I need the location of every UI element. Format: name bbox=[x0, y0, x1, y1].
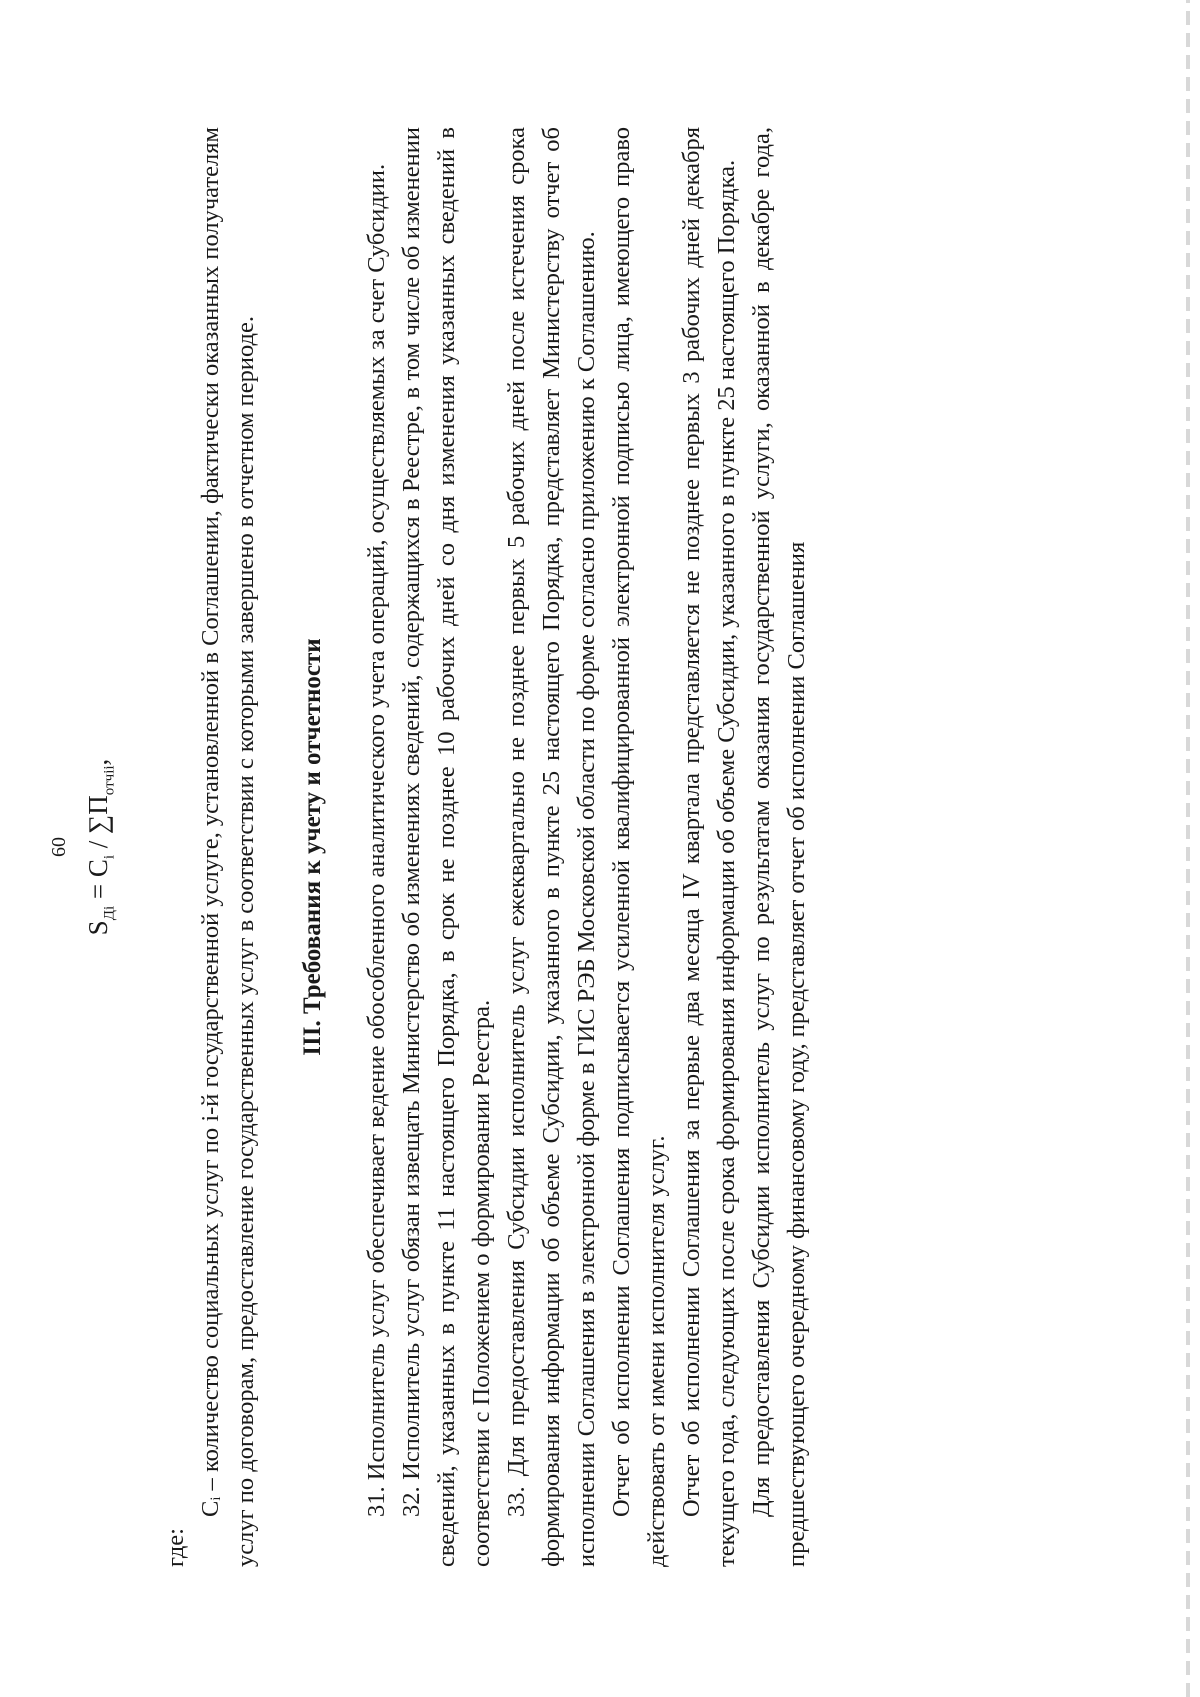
formula-lhs: S bbox=[83, 920, 113, 936]
paragraph-q4-report: Отчет об исполнении Соглашения за первые два месяца IV квартала представляется не позднее первых 3 рабочих дней декабря текущего года, следующих после срока формирования информации об объеме Субсидии, указанного в пункте 25 настоящего Порядка. bbox=[678, 127, 741, 1567]
page-content bbox=[48, 127, 814, 1567]
paragraph-32: 32. Исполнитель услуг обязан извещать Министерство об изменениях сведений, содержащихся в Реестре, в том числе об изменении сведений, указанных в пункте 11 настоящего Порядка, в срок не позднее 10 рабочих дней со дня изменения указанных сведений в соответствии с Положением о формировании Реестра. bbox=[398, 127, 496, 1567]
scan-edge-artifact bbox=[1186, 0, 1190, 1697]
paragraph-31: 31. Исполнитель услуг обеспечивает ведение обособленного аналитического учета операций, осуществляемых за счет Субсидии. bbox=[363, 163, 391, 1517]
formula bbox=[83, 127, 118, 1567]
formula-rhs: = C bbox=[83, 859, 113, 906]
formula-divider-subscript: отчii bbox=[101, 765, 118, 796]
paragraph-33: 33. Для предоставления Субсидии исполнитель услуг ежеквартально не позднее первых 5 рабочих дней после истечения срока формирования информации об объеме Субсидии, указанного в пункте 25 настоящего Порядка, представляет Министерству отчет об исполнении Соглашения в электронной форме в ГИС РЭБ Московской области по форме согласно приложению к Соглашению. bbox=[503, 127, 601, 1567]
paragraph-signature: Отчет об исполнении Соглашения подписывается усиленной квалифицированной электронной подписью лица, имеющего право действовать от имени исполнителя услуг. bbox=[608, 127, 671, 1567]
formula-lhs-subscript: Дi bbox=[101, 905, 118, 921]
definition-paragraph: Cᵢ – количество социальных услуг по i-й государственной услуге, установленной в Соглашении, фактически оказанных получателям услуг по договорам, предоставление государственных услуг в соответствии с которыми завершено в отчетном периоде. bbox=[197, 127, 260, 1567]
page-number: 60 bbox=[48, 837, 70, 857]
formula-divider: / ∑П bbox=[83, 795, 113, 855]
where-label: где: bbox=[162, 1528, 190, 1567]
section-title: III. Требования к учету и отчетности bbox=[299, 638, 327, 1056]
paragraph-december-report: Для предоставления Субсидии исполнитель услуг по результатам оказания государственной услуги, оказанной в декабре года, предшествующего очередному финансовому году, представляет отчет об исполнении Соглашения bbox=[748, 127, 811, 1567]
formula-rhs-subscript: i bbox=[101, 854, 118, 860]
formula-tail: , bbox=[83, 758, 113, 766]
